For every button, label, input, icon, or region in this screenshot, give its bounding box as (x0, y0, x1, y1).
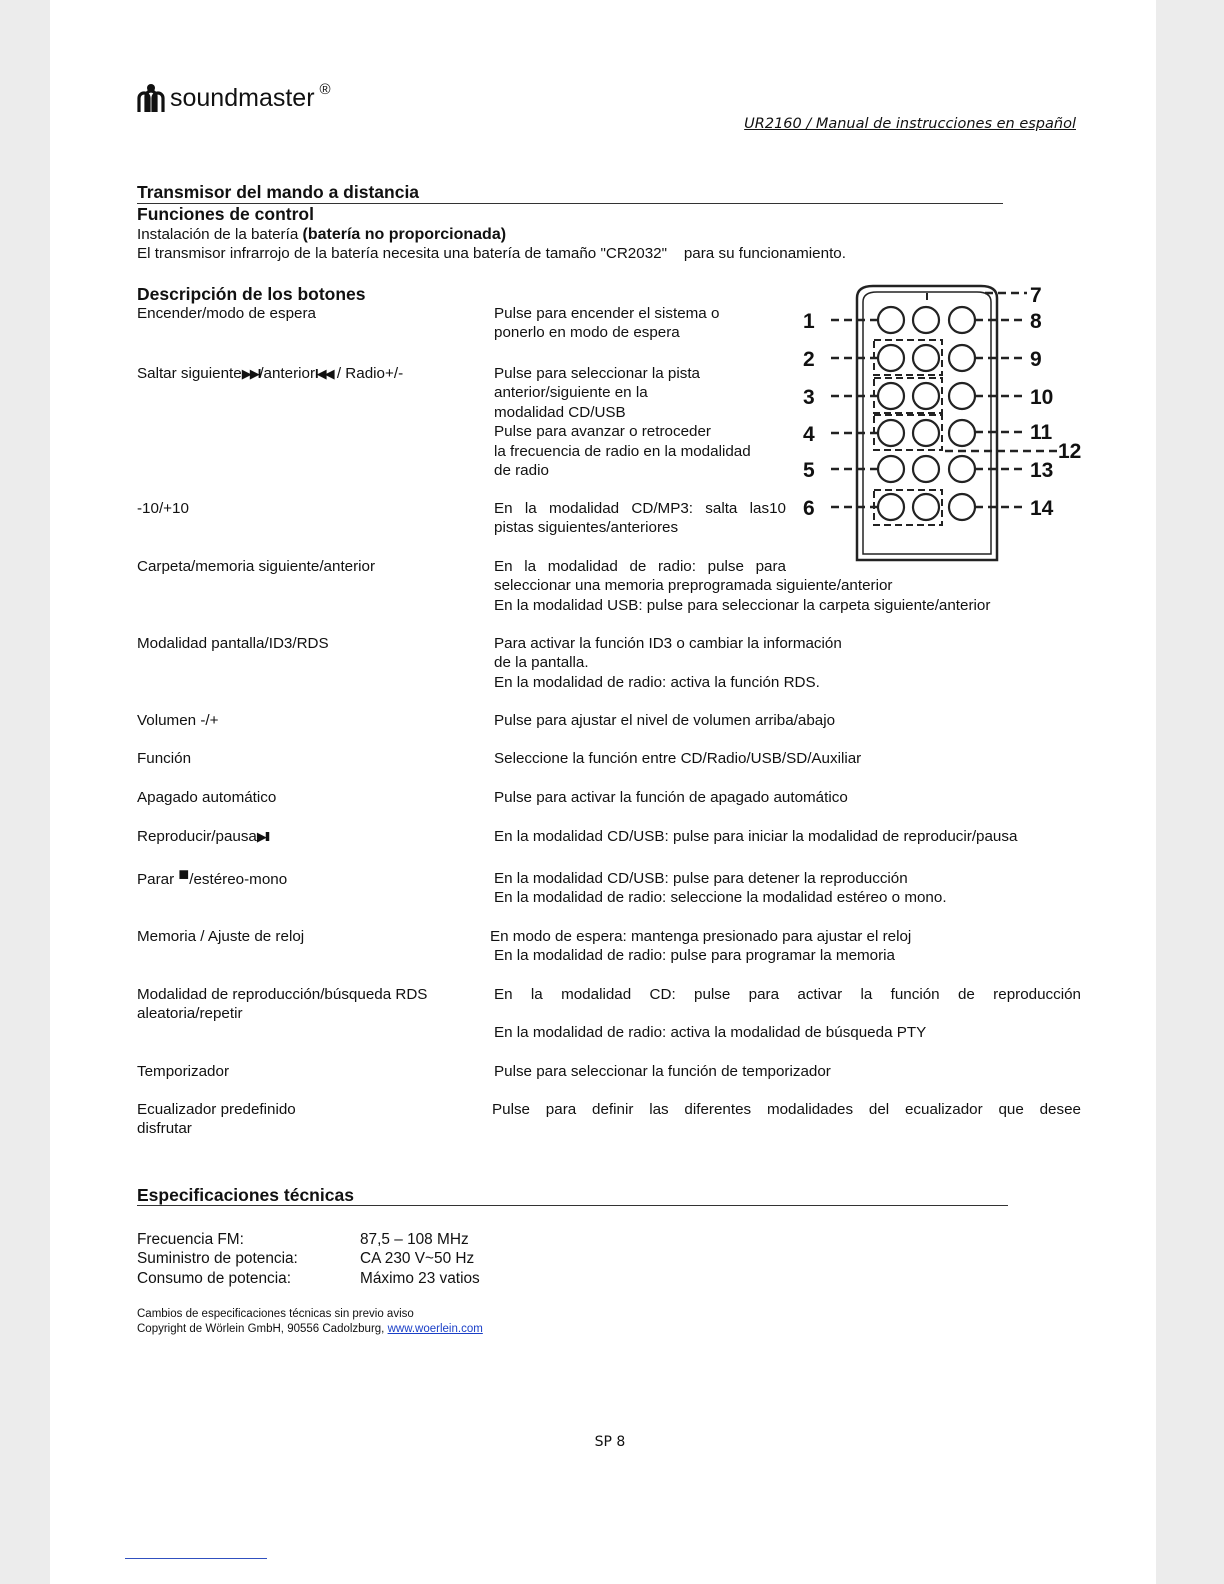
registered-mark: ® (319, 80, 331, 98)
callout-13: 13 (1030, 459, 1054, 482)
remote-button (913, 307, 939, 333)
desc-power: Pulse para encender el sistema o ponerlo en modo de espera (494, 305, 720, 342)
desc-function: Seleccione la función entre CD/Radio/USB/SD/Auxiliar (494, 750, 862, 767)
callout-8: 8 (1030, 310, 1042, 333)
remote-button-11 (949, 420, 975, 446)
page-number: SP 8 (594, 1434, 626, 1450)
desc-equalizer: Pulse para definir las diferentes modalidades del ecualizador que desee (492, 1101, 1081, 1118)
spec-change-note: Cambios de especificaciones técnicas sin previo aviso (137, 1308, 414, 1320)
desc-stop: En la modalidad CD/USB: pulse para detener la reproducción En la modalidad de radio: seleccione la modalidad estéreo o mono. (494, 870, 947, 907)
desc-plus-minus-10: En la modalidad CD/MP3: salta las10 pistas siguientes/anteriores (494, 500, 786, 537)
brand-logo (136, 82, 331, 114)
buttons-heading: Descripción de los botones (137, 284, 366, 304)
label-function: Función (137, 750, 192, 767)
remote-button (913, 494, 939, 520)
label-volume: Volumen -/+ (137, 712, 219, 729)
website-link[interactable]: www.woerlein.com (387, 1323, 483, 1335)
label-play-pause: Reproducir/pausa▶II (137, 828, 269, 845)
remote-button-14 (949, 494, 975, 520)
label-folder: Carpeta/memoria siguiente/anterior (137, 558, 376, 575)
desc-memory: En modo de espera: mantenga presionado para ajustar el reloj En la modalidad de radio: pulse para programar la memoria (490, 928, 912, 965)
brand-name: soundmaster (170, 83, 315, 112)
next-track-icon: ▶▶I (241, 366, 260, 381)
label-plus-minus-10: -10/+10 (137, 500, 189, 517)
remote-button (913, 420, 939, 446)
copyright-line: Copyright de Wörlein GmbH, 90556 Cadolzburg, www.woerlein.com (137, 1323, 483, 1335)
desc-folder: En la modalidad de radio: pulse para seleccionar una memoria preprogramada siguiente/anterior En la modalidad USB: pulse para seleccionar la carpeta siguiente/anterior (494, 558, 991, 614)
label-skip: Saltar siguiente▶▶I/anteriorI◀◀ / Radio+/- (137, 365, 404, 382)
remote-button-13 (949, 456, 975, 482)
remote-button-5 (878, 456, 904, 482)
label-auto-off: Apagado automático (137, 789, 277, 806)
desc-display: Para activar la función ID3 o cambiar la información de la pantalla. En la modalidad de radio: activa la función RDS. (494, 635, 842, 691)
callout-10: 10 (1030, 386, 1054, 409)
remote-button-4 (878, 420, 904, 446)
remote-button-9 (949, 345, 975, 371)
remote-button-3 (878, 383, 904, 409)
callout-3: 3 (803, 386, 815, 409)
manual-title: UR2160 / Manual de instrucciones en español (744, 116, 1076, 132)
stop-icon: ■ (178, 864, 190, 884)
remote-button-1 (878, 307, 904, 333)
section-subtitle-controls: Funciones de control (137, 204, 314, 224)
spec-row: Frecuencia FM: 87,5 – 108 MHz (137, 1231, 469, 1248)
callout-14: 14 (1030, 497, 1054, 520)
footnote-rule (125, 1558, 267, 1559)
desc-skip: Pulse para seleccionar la pista anterior/siguiente en la modalidad CD/USB Pulse para avanzar o retroceder la frecuencia de radio en la modalidad de radio (494, 365, 751, 480)
callout-1: 1 (803, 310, 815, 333)
remote-button (913, 383, 939, 409)
callout-7: 7 (1030, 284, 1042, 307)
play-pause-icon: ▶II (256, 829, 269, 844)
label-stop: Parar ■/estéreo-mono (137, 864, 288, 888)
remote-button (913, 345, 939, 371)
label-display: Modalidad pantalla/ID3/RDS (137, 635, 329, 652)
prev-track-icon: I◀◀ (315, 366, 333, 381)
spec-row: Consumo de potencia: Máximo 23 vatios (137, 1269, 480, 1287)
desc-play-pause: En la modalidad CD/USB: pulse para iniciar la modalidad de reproducir/pausa (494, 828, 1018, 845)
divider (137, 1205, 1008, 1206)
label-timer: Temporizador (137, 1063, 230, 1080)
specs-table (137, 1230, 480, 1288)
callout-5: 5 (803, 459, 815, 482)
battery-text: El transmisor infrarrojo de la batería necesita una batería de tamaño "CR2032" para su funcionamiento. (137, 245, 846, 262)
remote-button-6 (878, 494, 904, 520)
callout-11: 11 (1030, 421, 1053, 444)
desc-timer: Pulse para seleccionar la función de temporizador (494, 1063, 831, 1080)
label-play-mode: Modalidad de reproducción/búsqueda RDS aleatoria/repetir (137, 986, 428, 1023)
label-power: Encender/modo de espera (137, 305, 316, 322)
remote-control-diagram (795, 278, 1085, 568)
spec-row: Suministro de potencia: CA 230 V~50 Hz (137, 1250, 475, 1268)
callout-2: 2 (803, 348, 815, 371)
remote-button-2 (878, 345, 904, 371)
desc-volume: Pulse para ajustar el nivel de volumen arriba/abajo (494, 712, 836, 729)
callout-4: 4 (803, 423, 815, 446)
callout-6: 6 (803, 497, 815, 520)
remote-button-8 (949, 307, 975, 333)
desc-auto-off: Pulse para activar la función de apagado automático (494, 789, 848, 806)
soundmaster-logo-icon (136, 82, 166, 114)
label-equalizer: Ecualizador predefinido disfrutar (137, 1101, 296, 1138)
specs-title: Especificaciones técnicas (137, 1185, 354, 1205)
section-title-remote: Transmisor del mando a distancia (137, 182, 420, 202)
callout-9: 9 (1030, 348, 1042, 371)
label-memory: Memoria / Ajuste de reloj (137, 928, 305, 945)
callout-12: 12 (1058, 440, 1082, 463)
battery-install-line: Instalación de la batería (batería no proporcionada) (137, 226, 507, 243)
remote-button (913, 456, 939, 482)
remote-button-10 (949, 383, 975, 409)
desc-play-mode: En la modalidad CD: pulse para activar la función de reproducción En la modalidad de radio: activa la modalidad de búsqueda PTY (494, 986, 1081, 1042)
